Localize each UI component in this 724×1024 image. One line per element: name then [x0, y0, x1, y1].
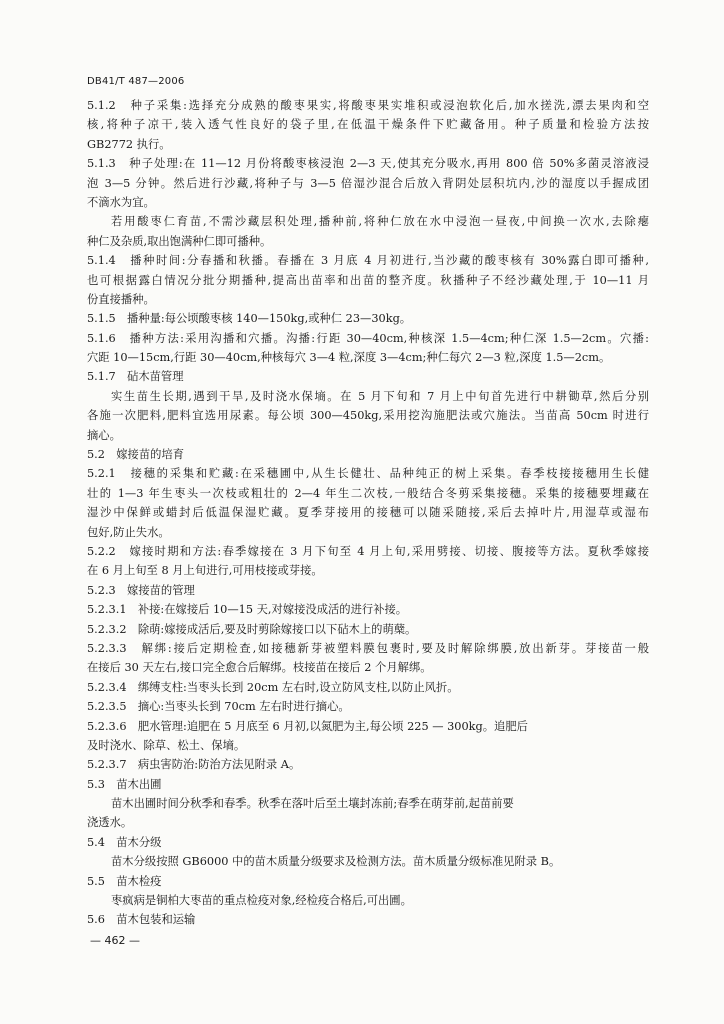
text-line: 5.2.3 嫁接苗的管理	[87, 583, 195, 597]
text-line: 5.2 嫁接苗的培育	[87, 448, 185, 462]
text-line: 5.1.6 播种方法:采用沟播和穴播。沟播:行距 30—40cm,种核深 1.5—4cm;种仁深 1.5—2cm。穴播:	[87, 331, 649, 345]
text-line: 5.2.3.1 补接:在嫁接后 10—15 天,对嫁接没成活的进行补接。	[87, 603, 408, 617]
text-line: 摘心。	[87, 428, 121, 442]
text-line: 也可根据露白情况分批分期播种,提高出苗率和出苗的整齐度。秋播种子不经沙藏处理,于 10—11 月	[87, 273, 649, 287]
text-line: 湿沙中保鲜或蜡封后低温保湿贮藏。夏季芽接用的接穗可以随采随接,采后去掉叶片,用湿草或湿布	[87, 506, 649, 520]
text-line: 泡 3—5 分钟。然后进行沙藏,将种子与 3—5 倍湿沙混合后放入背阴处层积坑内,沙的湿度以手握成团	[87, 176, 649, 190]
text-line: 浇透水。	[87, 816, 133, 830]
text-line: 5.3 苗木出圃	[87, 777, 162, 791]
text-line: 包好,防止失水。	[87, 525, 170, 539]
document-code: DB41/T 487—2006	[87, 76, 185, 87]
text-line: 5.1.4 播种时间:分春播和秋播。春播在 3 月底 4 月初进行,当沙藏的酸枣核有 30%露白即可播种,	[87, 254, 649, 268]
text-line: 5.1.3 种子处理:在 11—12 月份将酸枣核浸泡 2—3 天,使其充分吸水,再用 800 倍 50%多菌灵溶液浸	[87, 157, 649, 171]
text-line: 5.2.1 接穗的采集和贮藏:在采穗圃中,从生长健壮、品种纯正的树上采集。春季枝接接穗用生长健	[87, 467, 649, 481]
text-line: 5.2.3.3 解绑:接后定期检查,如接穗新芽被塑料膜包裹时,要及时解除绑膜,放出新芽。芽接苗一般	[87, 641, 649, 655]
text-line: 5.1.5 播种量:每公顷酸枣核 140—150kg,或种仁 23—30kg。	[87, 312, 412, 326]
text-line: 苗木分级按照 GB6000 中的苗木质量分级要求及检测方法。苗木质量分级标准见附录 B。	[111, 855, 561, 869]
text-line: 5.1.2 种子采集:选择充分成熟的酸枣果实,将酸枣果实堆积或浸泡软化后,加水搓洗,漂去果肉和空	[87, 99, 649, 112]
text-line: GB2772 执行。	[87, 137, 171, 151]
text-line: 若用酸枣仁育苗,不需沙藏层积处理,播种前,将种仁放在水中浸泡一昼夜,中间换一次水,去除瘪	[111, 215, 649, 229]
text-line: 种仁及杂质,取出饱满种仁即可播种。	[87, 234, 272, 248]
text-line: 5.2.2 嫁接时期和方法:春季嫁接在 3 月下旬至 4 月上旬,采用劈接、切接、腹接等方法。夏秋季嫁接	[87, 544, 649, 558]
text-line: 各施一次肥料,肥料宜选用尿素。每公顷 300—450kg,采用挖沟施肥法或穴施法。当苗高 50cm 时进行	[87, 409, 649, 423]
text-line: 5.2.3.6 肥水管理:追肥在 5 月底至 6 月初,以氮肥为主,每公顷 225 — 300kg。追肥后	[87, 719, 528, 733]
text-line: 在 6 月上旬至 8 月上旬进行,可用枝接或芽接。	[87, 564, 323, 578]
text-line: 及时浇水、除草、松土、保墒。	[87, 738, 246, 752]
text-line: 实生苗生长期,遇到干旱,及时浇水保墒。在 5 月下旬和 7 月上中旬首先进行中耕锄草,然后分别	[111, 389, 649, 403]
text-line: 穴距 10—15cm,行距 30—40cm,种核每穴 3—4 粒,深度 3—4cm;种仁每穴 2—3 粒,深度 1.5—2cm。	[87, 351, 611, 365]
document-body	[87, 96, 649, 930]
text-line: 5.2.3.4 绑缚支柱:当枣头长到 20cm 左右时,设立防风支柱,以防止风折。	[87, 680, 459, 694]
text-line: 不滴水为宜。	[87, 195, 155, 209]
text-line: 核,将种子凉干,装入透气性良好的袋子里,在低温干燥条件下贮藏备用。种子质量和检验方法按	[87, 118, 649, 132]
text-line: 壮的 1—3 年生枣头一次枝或粗壮的 2—4 年生二次枝,一般结合冬剪采集接穗。采集的接穗要埋藏在	[87, 486, 649, 500]
text-line: 枣疯病是铜柏大枣苗的重点检疫对象,经检疫合格后,可出圃。	[111, 894, 412, 908]
text-line: 5.2.3.5 摘心:当枣头长到 70cm 左右时进行摘心。	[87, 700, 350, 714]
text-line: 份直接播种。	[87, 292, 155, 306]
text-line: 5.2.3.7 病虫害防治:防治方法见附录 A。	[87, 758, 301, 772]
text-line: 在接后 30 天左右,接口完全愈合后解绑。枝接苗在接后 2 个月解绑。	[87, 661, 432, 675]
text-line: 5.4 苗木分级	[87, 835, 162, 849]
text-line: 5.5 苗木检疫	[87, 874, 162, 888]
text-line: 苗木出圃时间分秋季和春季。秋季在落叶后至土壤封冻前;春季在萌芽前,起苗前要	[111, 797, 514, 811]
text-line: 5.2.3.2 除萌:嫁接成活后,要及时剪除嫁接口以下砧木上的萌蘖。	[87, 622, 417, 636]
text-line: 5.6 苗木包装和运输	[87, 913, 196, 927]
text-line: 5.1.7 砧木苗管理	[87, 370, 184, 384]
page-number: — 462 —	[90, 934, 140, 947]
